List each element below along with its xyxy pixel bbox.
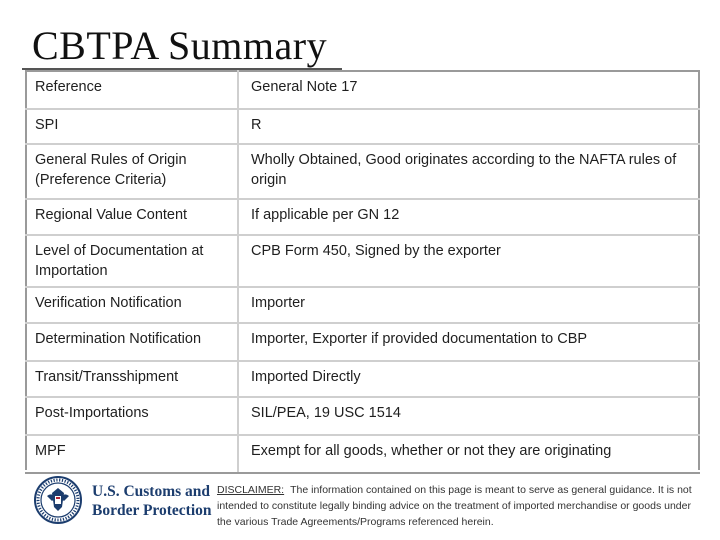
table-row: [25, 71, 700, 109]
table-row: [25, 235, 700, 287]
row-label: Level of Documentation at Importation: [25, 235, 238, 287]
row-value: R: [238, 109, 700, 144]
logo-wordmark: [92, 482, 212, 520]
row-value: Imported Directly: [238, 361, 700, 397]
logo-line-2: Border Protection: [92, 502, 212, 519]
row-label: SPI: [25, 109, 238, 144]
table-row: [25, 287, 700, 323]
table-row: [25, 109, 700, 144]
row-label: Reference: [25, 71, 238, 109]
table-row: [25, 323, 700, 361]
row-value: If applicable per GN 12: [238, 199, 700, 235]
table-row: [25, 397, 700, 435]
row-label: General Rules of Origin (Preference Criteria): [25, 144, 238, 199]
row-value: Importer, Exporter if provided documentation to CBP: [238, 323, 700, 361]
row-value: SIL/PEA, 19 USC 1514: [238, 397, 700, 435]
dhs-seal-icon: [34, 476, 82, 524]
cbp-logo: [34, 476, 210, 526]
row-label: Post-Importations: [25, 397, 238, 435]
row-label: MPF: [25, 435, 238, 473]
summary-table: [25, 70, 700, 474]
table-row: [25, 144, 700, 199]
logo-line-1: U.S. Customs and: [92, 483, 211, 500]
row-value: General Note 17: [238, 71, 700, 109]
page-title: CBTPA Summary: [32, 23, 328, 68]
row-label: Determination Notification: [25, 323, 238, 361]
row-value: Importer: [238, 287, 700, 323]
table-row: [25, 435, 700, 473]
disclaimer-label: DISCLAIMER:: [217, 484, 285, 496]
table-row: [25, 361, 700, 397]
disclaimer-text: The information contained on this page is meant to serve as general guidance. It is not intended to constitute legally binding advice on the treatment of imported merchandise or goods under the various Trade Agreements/Programs referenced herein.: [217, 484, 692, 528]
row-label: Verification Notification: [25, 287, 238, 323]
row-value: CPB Form 450, Signed by the exporter: [238, 235, 700, 287]
row-value: Wholly Obtained, Good originates according to the NAFTA rules of origin: [238, 144, 700, 199]
row-label: Regional Value Content: [25, 199, 238, 235]
row-value: Exempt for all goods, whether or not they are originating: [238, 435, 700, 473]
row-label: Transit/Transshipment: [25, 361, 238, 397]
disclaimer: [217, 482, 705, 530]
table-row: [25, 199, 700, 235]
